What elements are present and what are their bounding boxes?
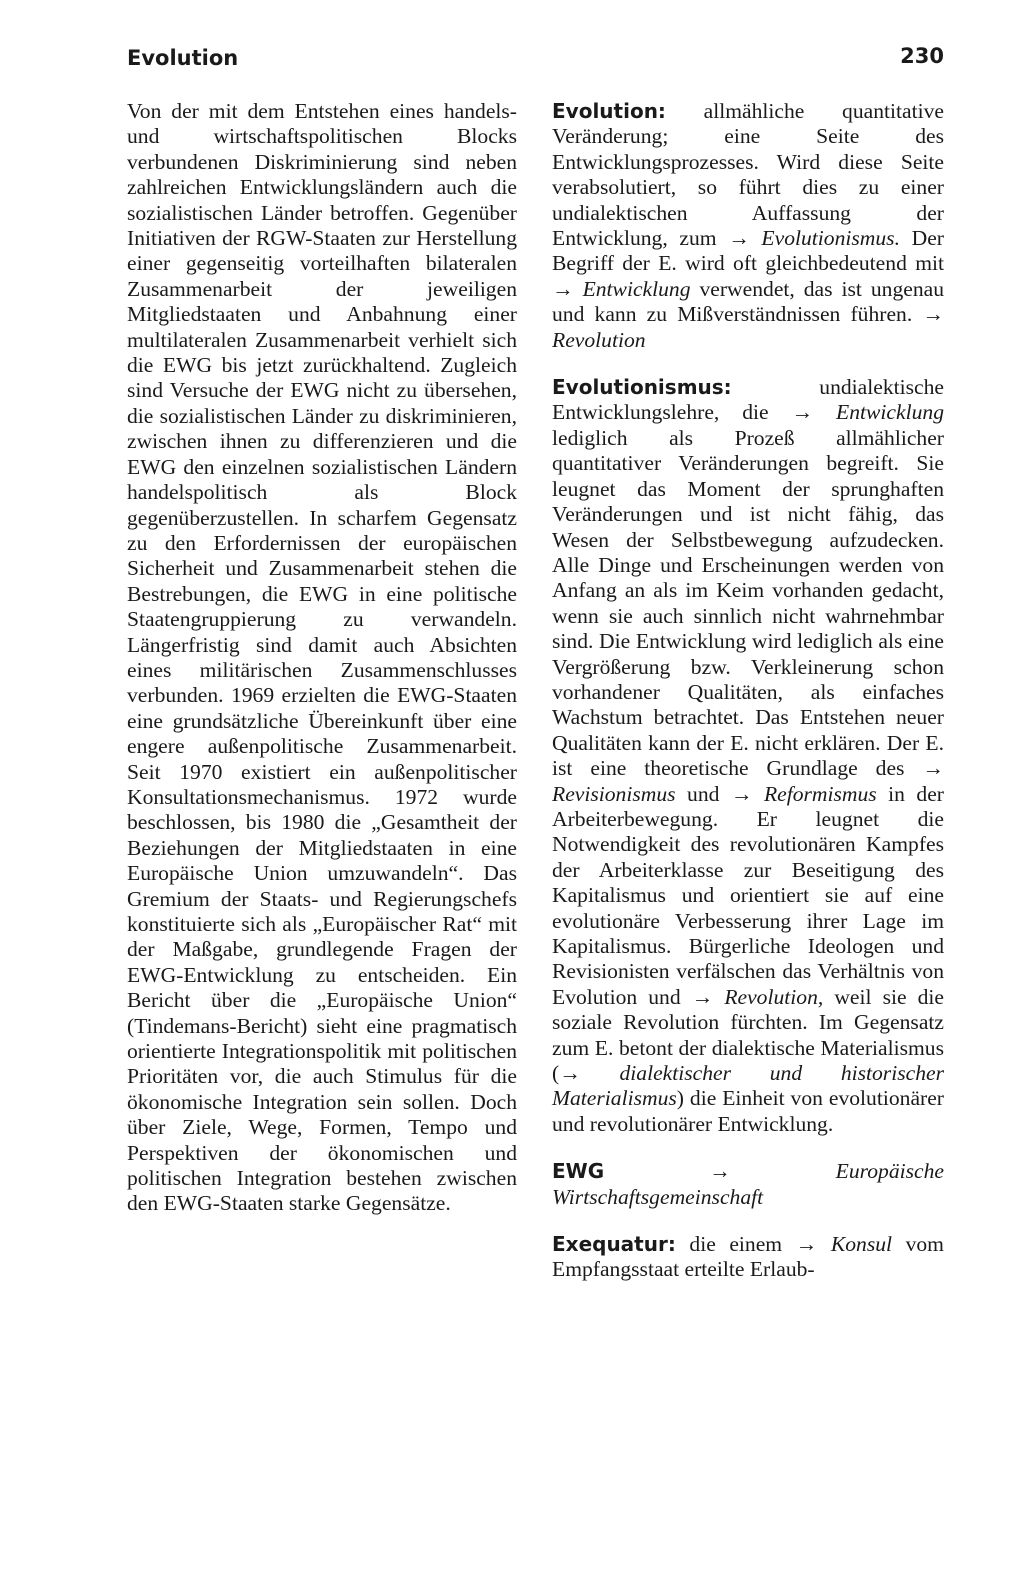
entry-text: allmähliche quantitative Veränderung; eine Seite des Entwicklungsprozesses. Wird diese Seite verabsolutiert, so führt dies zu einer undialektischen Auffassung der Entwicklung, zum <box>552 99 944 251</box>
entry-term: Evolutionismus: <box>552 375 732 400</box>
arrow-icon: → <box>691 984 714 1009</box>
cross-reference: dialektischer und historischer Materialismus <box>552 1061 944 1111</box>
entry-text: lediglich als Prozeß allmählicher quantitativer Veränderungen begreift. Sie leugnet das Moment der sprunghaften Veränderungen und ist nicht fähig, das Wesen der Selbstbewegung aufzudecken. Alle Dinge und Erscheinungen werden von Anfang an als im Keim vorhanden gedacht, wenn sie auch sinnlich nicht wahrnehmbar sind. Die Entwicklung wird lediglich als eine Vergrößerung bzw. Verkleinerung schon vorhandener Qualitäten, als einfaches Wachstum betrachtet. Das Entstehen neuer Qualitäten kann der E. nicht erklären. Der E. ist eine theoretische Grundlage des <box>552 425 944 781</box>
entry-exequatur <box>552 1232 944 1283</box>
entry-text: Der Begriff der E. wird oft gleichbedeutend mit <box>552 226 944 276</box>
arrow-icon: → <box>922 302 944 327</box>
cross-reference: Entwicklung <box>836 400 944 425</box>
entry-term: EWG <box>552 1159 605 1184</box>
entry-text: ) die Einheit von evolutionärer und revolutionärer Entwicklung. <box>552 1086 944 1136</box>
entry-term: Evolution: <box>552 99 666 123</box>
cross-reference: Revisionismus <box>552 781 676 806</box>
cross-reference: Entwicklung <box>582 276 691 301</box>
cross-reference: Europäische Wirtschaftsgemeinschaft <box>552 1159 944 1209</box>
entry-text: vom Empfangsstaat erteilte Erlaub- <box>552 1232 944 1282</box>
arrow-icon: → <box>552 276 574 301</box>
running-head: Evolution <box>127 46 239 70</box>
entry-text: in der Arbeiterbewegung. Er leugnet die Notwendigkeit des revolutionären Kampfes der Arbeiterklasse zur Beseitigung des Kapitalismus und orientiert sie auf eine evolutionäre Verbesserung ihrer Lage im Kapitalismus. Bürgerliche Ideologen und Revisionisten verfälschen das Verhältnis von Evolution und <box>552 781 945 1009</box>
cross-reference: Revolution <box>552 327 646 352</box>
left-column <box>127 99 517 1239</box>
right-column <box>552 99 944 1305</box>
arrow-icon: → <box>922 756 944 781</box>
entry-text: weil sie die soziale Revolution fürchten. Im Gegensatz zum E. betont der dialektische Materialismus ( <box>552 984 944 1086</box>
entry-ewg <box>552 1159 944 1210</box>
page-number: 230 <box>900 44 944 68</box>
cross-reference: Revolution, <box>724 984 824 1009</box>
entry-text: undialektische Entwicklungslehre, die <box>552 375 944 425</box>
entry-text: die einem <box>675 1232 796 1257</box>
entry-term: Exequatur: <box>552 1232 676 1257</box>
cross-reference: Konsul <box>830 1232 893 1257</box>
arrow-icon: → <box>728 226 750 251</box>
arrow-icon: → <box>559 1061 581 1086</box>
arrow-icon: → <box>795 1232 818 1257</box>
entry-evolutionismus <box>552 375 944 1137</box>
entry-text: verwendet, das ist ungenau und kann zu Mißverständnissen führen. <box>552 276 945 327</box>
arrow-icon: → <box>730 781 753 806</box>
cross-reference: Evolutionismus. <box>761 226 900 251</box>
entry-text: und <box>675 781 731 806</box>
continuation-paragraph: Von der mit dem Entstehen eines handels- und wirtschaftspolitischen Blocks verbundenen Diskriminierung sind neben zahlreichen Entwicklungsländern auch die sozialistischen Länder betroffen. Gegenüber Initiativen der RGW-Staaten zur Herstellung einer gegenseitig vorteilhaften bilateralen Zusammenarbeit der jeweiligen Mitgliedstaaten und Anbahnung einer multilateralen Zusammenarbeit verhielt sich die EWG bis jetzt zurückhaltend. Zugleich sind Versuche der EWG nicht zu übersehen, die sozialistischen Länder zu diskriminieren, zwischen ihnen zu differenzieren und die EWG den einzelnen sozialistischen Ländern handelspolitisch als Block gegenüberzustellen. In scharfem Gegensatz zu den Erfordernissen der europäischen Sicherheit und Zusammenarbeit stehen die Bestrebungen, die EWG in eine politische Staatengruppierung zu verwandeln. Längerfristig sind damit auch Absichten eines militärischen Zusammenschlusses verbunden. 1969 erzielten die EWG-Staaten eine grundsätzliche Übereinkunft über eine engere außenpolitische Zusammenarbeit. Seit 1970 existiert ein außenpolitischer Konsultationsmechanismus. 1972 wurde beschlossen, bis 1980 die „Gesamtheit der Beziehungen der Mitgliedstaaten in eine Europäische Union umzuwandeln“. Das Gremium der Staats- und Regierungschefs konstituierte sich als „Europäischer Rat“ mit der Maßgabe, grundlegende Fragen der EWG-Entwicklung zu entscheiden. Ein Bericht über die „Europäische Union“ (Tindemans-Bericht) sieht eine pragmatisch orientierte Integrationspolitik mit politischen Prioritäten vor, die auch Stimulus für die ökonomische Integration sein sollen. Doch über Ziele, Wege, Formen, Tempo und Perspektiven der ökonomischen und politischen Integration bestehen zwischen den EWG-Staaten starke Gegensätze. <box>127 99 517 1216</box>
cross-reference: Reformismus <box>763 781 877 806</box>
arrow-icon: → <box>791 400 814 425</box>
entry-evolution <box>552 99 944 353</box>
arrow-icon: → <box>709 1159 731 1184</box>
